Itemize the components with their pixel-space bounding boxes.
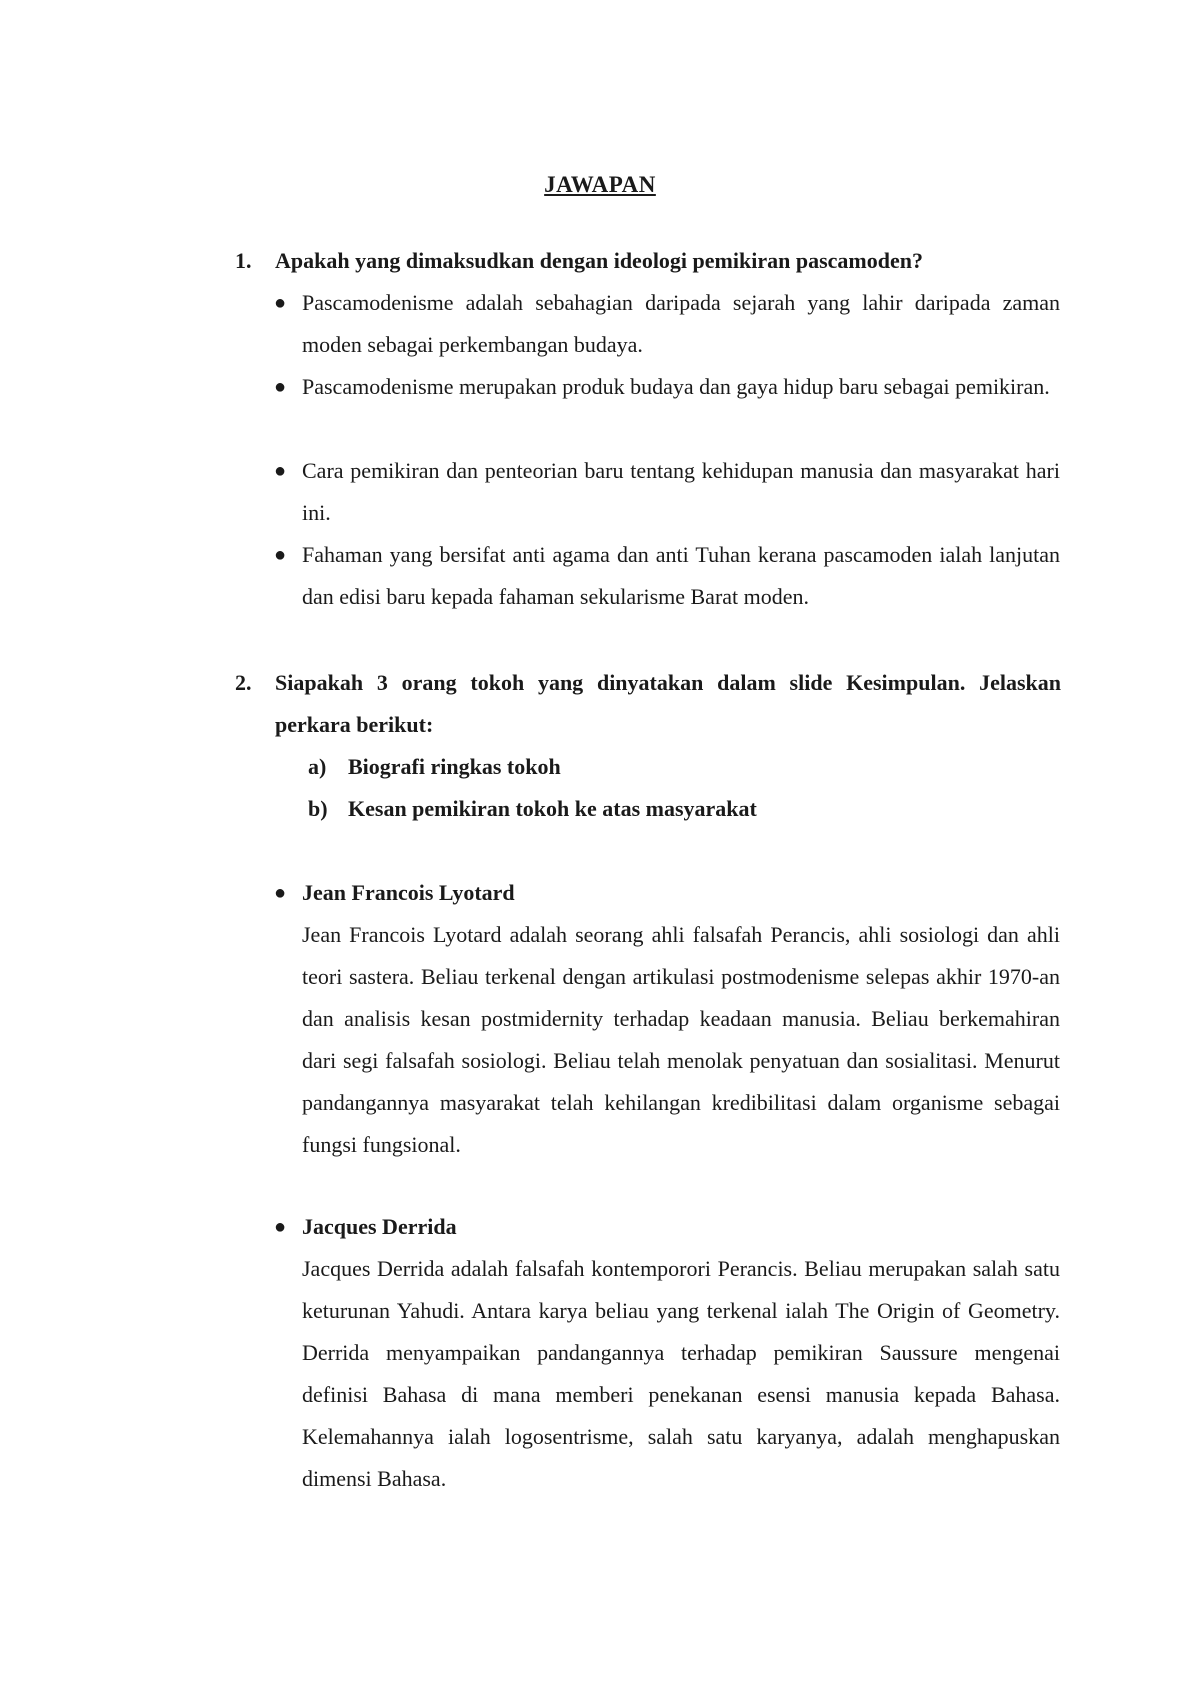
figure-name: Jean Francois Lyotard bbox=[302, 880, 515, 905]
question-2 bbox=[235, 662, 1061, 746]
list-item bbox=[262, 282, 1062, 366]
document-title: JAWAPAN bbox=[544, 172, 656, 197]
question-number: 2. bbox=[235, 670, 252, 695]
subitem-text: Kesan pemikiran tokoh ke atas masyarakat bbox=[348, 796, 757, 821]
list-item-text: Pascamodenisme adalah sebahagian daripada sejarah yang lahir daripada zaman moden sebagai perkembangan budaya. bbox=[302, 290, 1060, 357]
figure-name: Jacques Derrida bbox=[302, 1214, 457, 1239]
list-item bbox=[262, 534, 1062, 618]
subitem-label: a) bbox=[308, 754, 327, 779]
bullet-icon: ● bbox=[273, 376, 287, 398]
subitem-a bbox=[308, 746, 561, 788]
figure-lyotard bbox=[262, 872, 1062, 1166]
list-item-text: Fahaman yang bersifat anti agama dan anti Tuhan kerana pascamoden ialah lanjutan dan edisi baru kepada fahaman sekularisme Barat moden. bbox=[302, 542, 1060, 609]
question-text-line-1: Siapakah 3 orang tokoh yang dinyatakan dalam slide Kesimpulan. Jelaskan bbox=[275, 670, 1061, 695]
list-item bbox=[262, 450, 1062, 534]
bullet-icon: ● bbox=[273, 1216, 287, 1238]
subitem-b bbox=[308, 788, 757, 830]
figure-bio: Jean Francois Lyotard adalah seorang ahli falsafah Perancis, ahli sosiologi dan ahli teori sastera. Beliau terkenal dengan artikulasi postmodenisme selepas akhir 1970-an dan analisis kesan postmidernity terhadap keadaan manusia. Beliau berkemahiran dari segi falsafah sosiologi. Beliau telah menolak penyatuan dan sosialitasi. Menurut pandangannya masyarakat telah kehilangan kredibilitasi dalam organisme sebagai fungsi fungsional. bbox=[302, 922, 1060, 1157]
figure-derrida bbox=[262, 1206, 1062, 1500]
bullet-icon: ● bbox=[273, 544, 287, 566]
subitem-label: b) bbox=[308, 796, 328, 821]
figure-bio: Jacques Derrida adalah falsafah kontemporori Perancis. Beliau merupakan salah satu keturunan Yahudi. Antara karya beliau yang terkenal ialah The Origin of Geometry. Derrida menyampaikan pandangannya terhadap pemikiran Saussure mengenai definisi Bahasa di mana memberi penekanan esensi manusia kepada Bahasa. Kelemahannya ialah logosentrisme, salah satu karyanya, adalah menghapuskan dimensi Bahasa. bbox=[302, 1256, 1060, 1491]
list-item bbox=[262, 366, 1062, 408]
question-number: 1. bbox=[235, 248, 252, 273]
bullet-icon: ● bbox=[273, 882, 287, 904]
question-text: Apakah yang dimaksudkan dengan ideologi pemikiran pascamoden? bbox=[275, 248, 923, 273]
list-item-text: Pascamodenisme merupakan produk budaya dan gaya hidup baru sebagai pemikiran. bbox=[302, 374, 1050, 399]
bullet-icon: ● bbox=[273, 292, 287, 314]
question-1 bbox=[235, 240, 1061, 282]
question-text-line-2: perkara berikut: bbox=[275, 712, 434, 737]
subitem-text: Biografi ringkas tokoh bbox=[348, 754, 561, 779]
list-item-text: Cara pemikiran dan penteorian baru tentang kehidupan manusia dan masyarakat hari ini. bbox=[302, 458, 1060, 525]
bullet-icon: ● bbox=[273, 460, 287, 482]
